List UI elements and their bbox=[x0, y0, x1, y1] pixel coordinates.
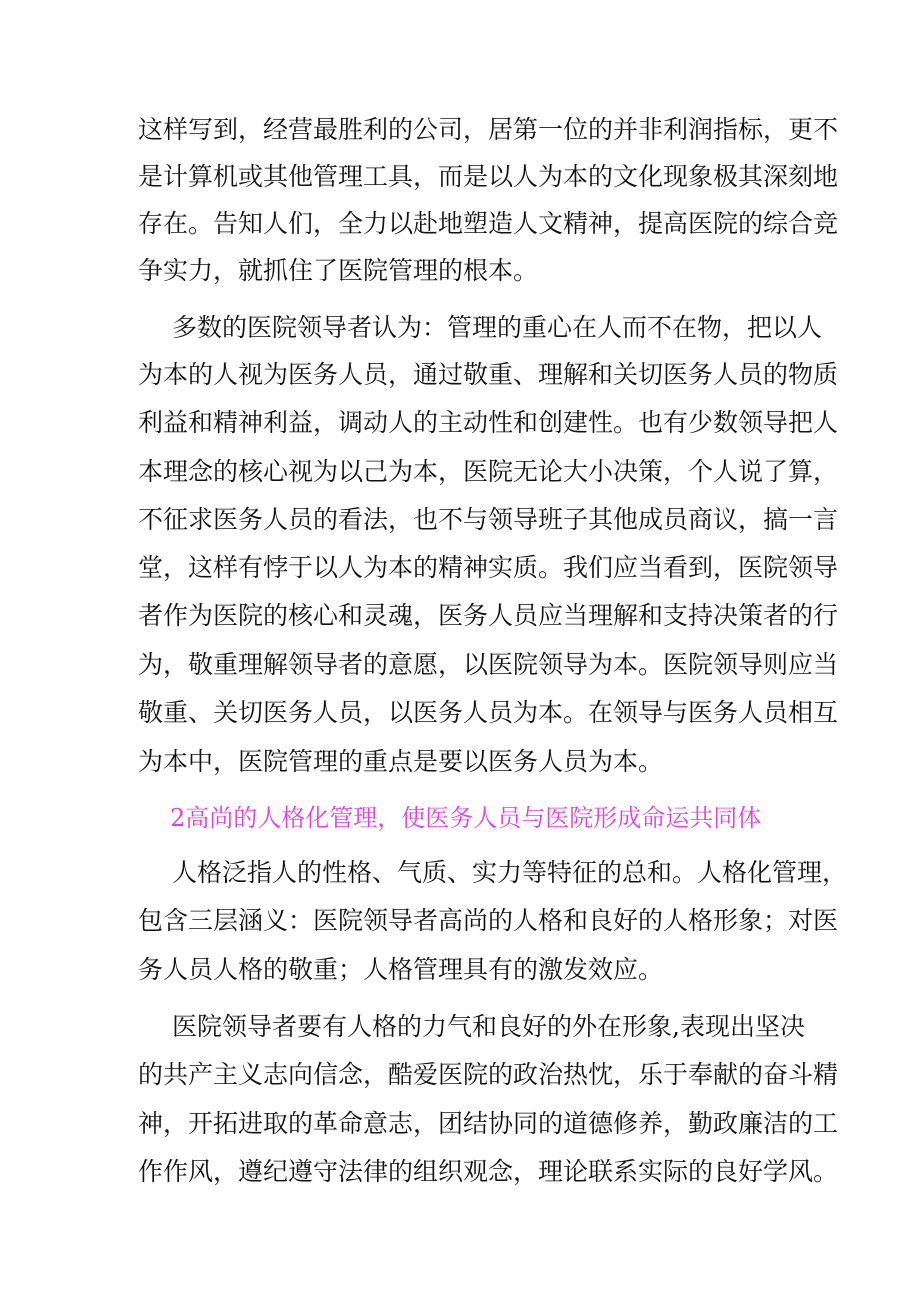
text-line: 为本的人视为医务人员，通过敬重、理解和关切医务人员的物质 bbox=[138, 360, 839, 389]
text-line: 敬重、关切医务人员，以医务人员为本。在领导与医务人员相互 bbox=[138, 698, 839, 727]
text-line: 作作风，遵纪遵守法律的组织观念，理论联系实际的良好学风。 bbox=[138, 1157, 839, 1186]
text-line: 务人员人格的敬重；人格管理具有的激发效应。 bbox=[138, 955, 664, 984]
text-line: 的共产主义志向信念，酷爱医院的政治热忱，乐于奉献的奋斗精 bbox=[138, 1060, 839, 1089]
text-line: 存在。告知人们，全力以赴地塑造人文精神，提高医院的综合竞 bbox=[138, 209, 839, 238]
text-line: 争实力，就抓住了医院管理的根本。 bbox=[138, 256, 539, 285]
text-line: 神，开拓进取的革命意志，团结协同的道德修养，勤政廉洁的工 bbox=[138, 1109, 839, 1138]
text-line: 多数的医院领导者认为：管理的重心在人而不在物，把以人 bbox=[172, 313, 823, 342]
text-line: 这样写到，经营最胜利的公司，居第一位的并非利润指标，更不 bbox=[138, 115, 839, 144]
text-line: 包含三层涵义：医院领导者高尚的人格和良好的人格形象；对医 bbox=[138, 906, 839, 935]
text-line: 为，敬重理解领导者的意愿，以医院领导为本。医院领导则应当 bbox=[138, 650, 839, 679]
text-line: 不征求医务人员的看法，也不与领导班子其他成员商议，搞一言 bbox=[138, 505, 839, 534]
text-line: 为本中，医院管理的重点是要以医务人员为本。 bbox=[138, 747, 664, 776]
text-line: 者作为医院的核心和灵魂，医务人员应当理解和支持决策者的行 bbox=[138, 601, 839, 630]
text-line: 人格泛指人的性格、气质、实力等特征的总和。人格化管理， bbox=[172, 858, 848, 887]
text-line: 医院领导者要有人格的力气和良好的外在形象,表现出坚决 bbox=[172, 1012, 805, 1041]
section-heading: 2高尚的人格化管理，使医务人员与医院形成命运共同体 bbox=[170, 804, 762, 832]
text-line: 堂，这样有悖于以人为本的精神实质。我们应当看到，医院领导 bbox=[138, 553, 839, 582]
text-line: 利益和精神利益，调动人的主动性和创建性。也有少数领导把人 bbox=[138, 408, 839, 437]
text-line: 本理念的核心视为以己为本，医院无论大小决策，个人说了算， bbox=[138, 457, 839, 486]
text-line: 是计算机或其他管理工具，而是以人为本的文化现象极其深刻地 bbox=[138, 162, 839, 191]
